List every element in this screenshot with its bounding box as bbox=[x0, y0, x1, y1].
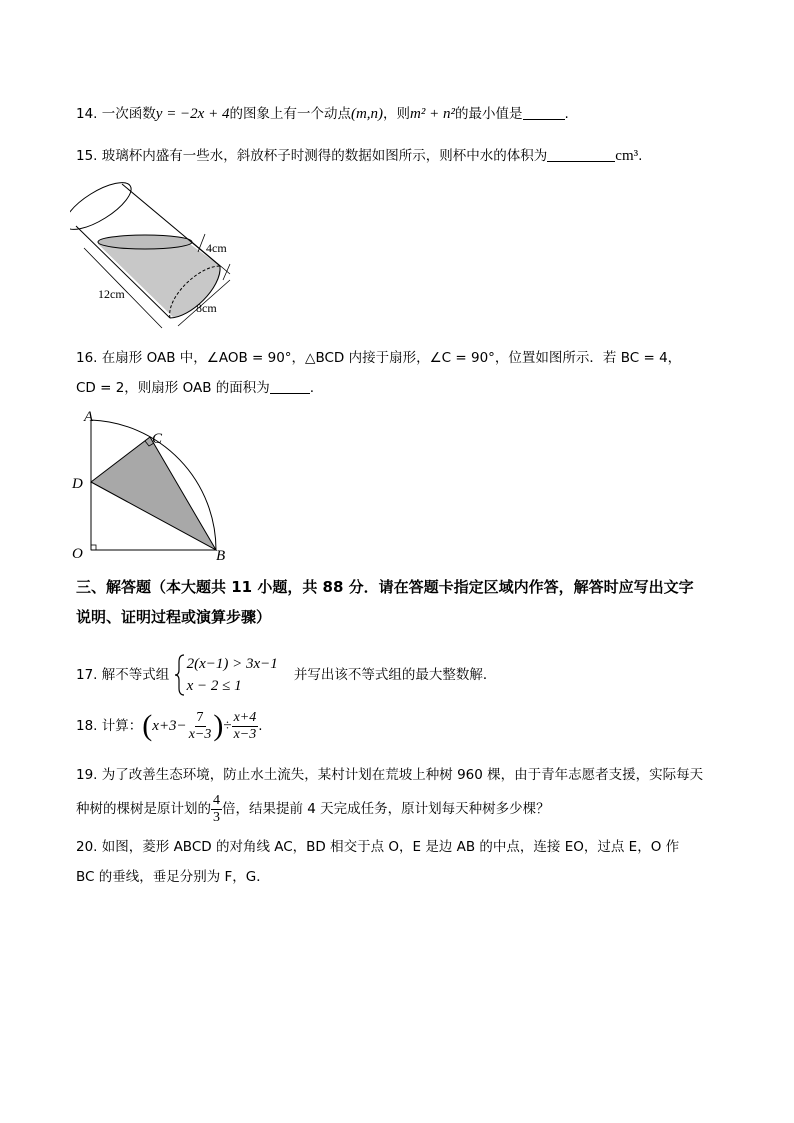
question-19 bbox=[76, 764, 703, 786]
label-8cm: 8cm bbox=[196, 301, 217, 315]
section-3-heading: 三、解答题（本大题共 11 小题，共 88 分．请在答题卡指定区域内作答，解答时应写出文字 bbox=[76, 578, 694, 596]
q14-text-1: 一次函数 bbox=[101, 106, 156, 122]
q18-end: . bbox=[258, 718, 263, 734]
label-b: B bbox=[216, 548, 226, 564]
q15-text: 玻璃杯内盛有一些水，斜放杯子时测得的数据如图所示，则杯中水的体积为 bbox=[101, 148, 548, 164]
question-18: 18. 计算：(x+3− $\frac{7}{x-3}$ )÷ $\frac{x+4}{x-3}$ . bbox=[76, 709, 263, 742]
q20-text-1: 如图，菱形 ABCD 的对角线 AC，BD 相交于点 O，E 是边 AB 的中点，连接 EO，过点 E，O 作 bbox=[101, 839, 680, 855]
q15-end: . bbox=[638, 148, 643, 164]
q18-fraction-2: $\frac{x+4}{x-3}$ bbox=[233, 709, 257, 742]
right-angle-o bbox=[91, 545, 96, 550]
question-20-line-2 bbox=[76, 866, 270, 888]
q18-divide: ÷ bbox=[223, 718, 232, 734]
triangle-bcd bbox=[91, 437, 216, 550]
q16-number: 16. bbox=[76, 350, 98, 366]
question-19-line-2 bbox=[76, 792, 550, 826]
q20-text-2: BC 的垂线，垂足分别为 F，G． bbox=[76, 869, 270, 885]
q16-end: . bbox=[309, 380, 315, 396]
label-4cm: 4cm bbox=[206, 241, 227, 255]
q19-fraction: $\frac{4}{3}$ bbox=[213, 792, 220, 825]
question-15 bbox=[76, 145, 642, 167]
question-16-line-2 bbox=[76, 377, 314, 399]
label-a: A bbox=[84, 409, 94, 425]
q14-point: (m,n) bbox=[350, 106, 384, 122]
q14-text-4: 的最小值是 bbox=[455, 106, 523, 122]
label-c: C bbox=[152, 431, 163, 447]
q16-answer-blank bbox=[270, 379, 310, 394]
q14-end: . bbox=[564, 106, 569, 122]
q19-text-2b: 倍，结果提前 4 天完成任务，原计划每天种树多少棵？ bbox=[222, 801, 550, 817]
q17-text-1: 解不等式组 bbox=[101, 667, 170, 683]
q17-text-2: 并写出该不等式组的最大整数解． bbox=[293, 667, 497, 683]
q15-number: 15. bbox=[76, 148, 98, 164]
question-17 bbox=[76, 654, 496, 696]
q16-text-2: CD = 2，则扇形 OAB 的面积为 bbox=[76, 380, 270, 396]
q18-part-1: x+3− bbox=[152, 718, 187, 734]
question-14 bbox=[76, 103, 569, 125]
q16-text-1: 在扇形 OAB 中，∠AOB = 90°，△BCD 内接于扇形，∠C = 90°，位置如图所示．若 BC = 4， bbox=[101, 350, 682, 366]
q14-answer-blank bbox=[523, 105, 565, 120]
q14-equation: y = −2x + 4 bbox=[155, 106, 230, 122]
q19-text-1: 为了改善生态环境，防止水土流失，某村计划在荒坡上种树 960 棵，由于青年志愿者支援，实际每天 bbox=[101, 767, 704, 783]
q17-system bbox=[174, 654, 290, 696]
q19-text-2a: 种树的棵树是原计划的 bbox=[76, 801, 211, 817]
q17-inequality-1: 2(x−1) > 3x−1 bbox=[186, 656, 278, 672]
label-d: D bbox=[72, 476, 83, 492]
water-surface bbox=[98, 235, 192, 249]
label-o: O bbox=[72, 546, 83, 562]
q18-text: 计算： bbox=[101, 718, 143, 734]
section-3-heading-2: 说明、证明过程或演算步骤） bbox=[76, 608, 272, 626]
q17-inequality-2: x − 2 ≤ 1 bbox=[186, 678, 242, 694]
q14-text-3: ，则 bbox=[383, 106, 411, 122]
question-20 bbox=[76, 836, 679, 858]
q14-number: 14. bbox=[76, 106, 98, 122]
q20-number: 20. bbox=[76, 839, 98, 855]
q18-number: 18. bbox=[76, 718, 98, 734]
q18-fraction-1: $\frac{7}{x-3}$ bbox=[188, 709, 212, 742]
q17-number: 17. bbox=[76, 667, 98, 683]
glass-figure bbox=[70, 178, 250, 338]
q19-number: 19. bbox=[76, 767, 98, 783]
q15-answer-blank bbox=[547, 147, 615, 162]
glass-opening bbox=[70, 178, 138, 238]
q14-expression: m² + n² bbox=[410, 106, 455, 122]
question-16 bbox=[76, 347, 681, 369]
q14-text-2: 的图象上有一个动点 bbox=[229, 106, 351, 122]
label-12cm: 12cm bbox=[98, 287, 125, 301]
q15-unit: cm³ bbox=[615, 148, 639, 164]
sector-figure bbox=[68, 408, 238, 566]
